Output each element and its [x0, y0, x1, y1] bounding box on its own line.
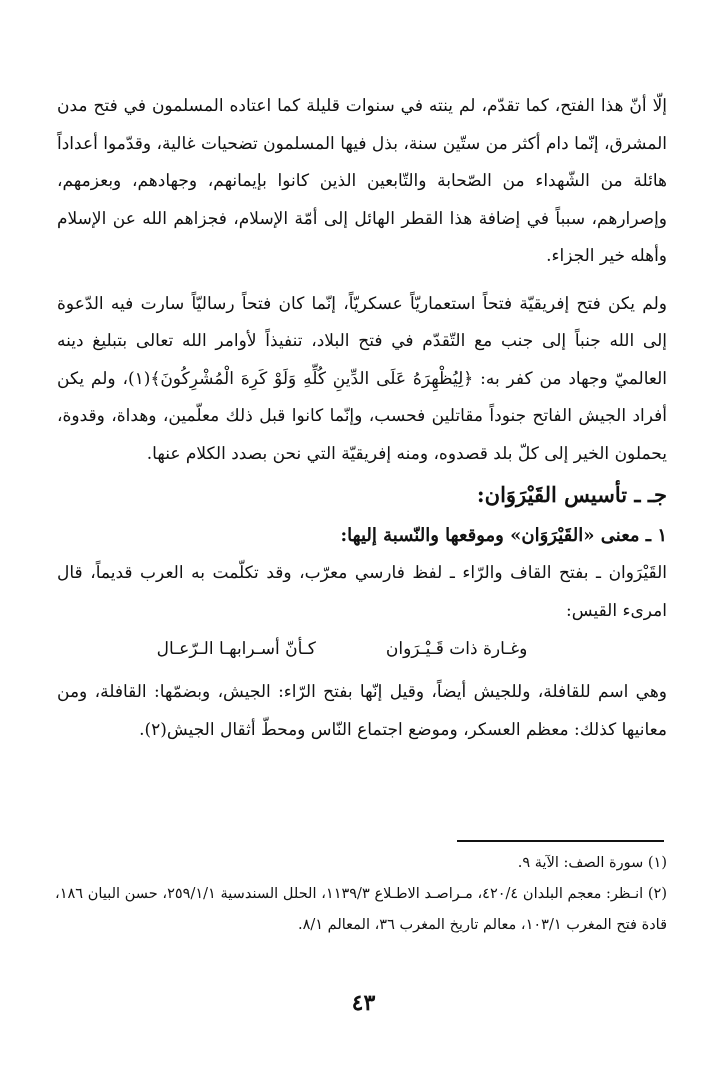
paragraph-3: القَيْرَوان ـ بفتح القاف والرّاء ـ لفظ فارسي معرّب، وقد تكلّمت به العرب قديماً، قال امرىء القيس:: [57, 563, 667, 621]
footnote-2: (٢) انـظر: معجم البلدان ٤٢٠/٤، مـراصـد الاطـلاع ١١٣٩/٣، الحلل السندسية ٢٥٩/١/١، حسن البيان ١٨٦، قادة فتح المغرب ١٠٣/١، معالم تاريخ المغرب ٣٦، المعالم ٨/١.: [55, 886, 667, 933]
section-heading: جـ ـ تأسيس القَيْرَوَان:: [476, 482, 667, 507]
verse-first-hemistich: وغـارة ذات قَـيْـرَوان: [385, 639, 528, 659]
poetry-verse: [57, 630, 667, 668]
footnote-separator: [457, 840, 664, 842]
paragraph-2: ولم يكن فتح إفريقيّة فتحاً استعماريّاً عسكريّاً، إنّما كان فتحاً رساليّاً سارت فيه الدّعوة إلى الله جنباً إلى جنب مع التّقدّم في فتح البلاد، تنفيذاً لأوامر الله تعالى بتبليغ دينه العالميّ وجهاد من كفر به: ﴿لِيُظْهِرَهُ عَلَى الدِّينِ كُلِّهِ وَلَوْ كَرِهَ الْمُشْرِكُونَ﴾(١)، ولم يكن أفراد الجيش الفاتح جنوداً مقاتلين فحسب، وإنّما كانوا قبل ذلك معلّمين، وهداة، وقدوة، يحملون الخير إلى كلّ بلد قصدوه، ومنه إفريقيّة التي نحن بصدد الكلام عنها.: [57, 293, 667, 464]
verse-second-hemistich: كـأنّ أسـرابهـا الـرّعـال: [156, 639, 316, 659]
paragraph-1: إلّا أنّ هذا الفتح، كما تقدّم، لم ينته في سنوات قليلة كما اعتاده المسلمون في فتح مدن المشرق، إنّما دام أكثر من ستّين سنة، بذل فيها المسلمون تضحيات غالية، وقدّموا أعداداً هائلة من الشّهداء من الصّحابة والتّابعين الذين كانوا بإيمانهم، وجهادهم، وبعزمهم، وإصرارهم، سبباً في إضافة هذا القطر الهائل إلى أمّة الإسلام، فجزاهم الله عن الإسلام وأهله خير الجزاء.: [57, 96, 667, 266]
page-number: ٤٣: [351, 990, 376, 1016]
paragraph-4: وهي اسم للقافلة، وللجيش أيضاً، وقيل إنّها بفتح الرّاء: الجيش، وبضمّها: القافلة، ومن معانيها كذلك: معظم العسكر، وموضع اجتماع النّاس ومحطّ أثقال الجيش(٢).: [57, 682, 667, 740]
footnote-1: (١) سورة الصف: الآية ٩.: [517, 855, 667, 871]
subsection-heading: ١ ـ معنى «القَيْرَوَان» وموقعها والنّسبة إليها:: [340, 525, 667, 546]
main-text: [57, 88, 667, 749]
footnotes: [55, 848, 667, 941]
